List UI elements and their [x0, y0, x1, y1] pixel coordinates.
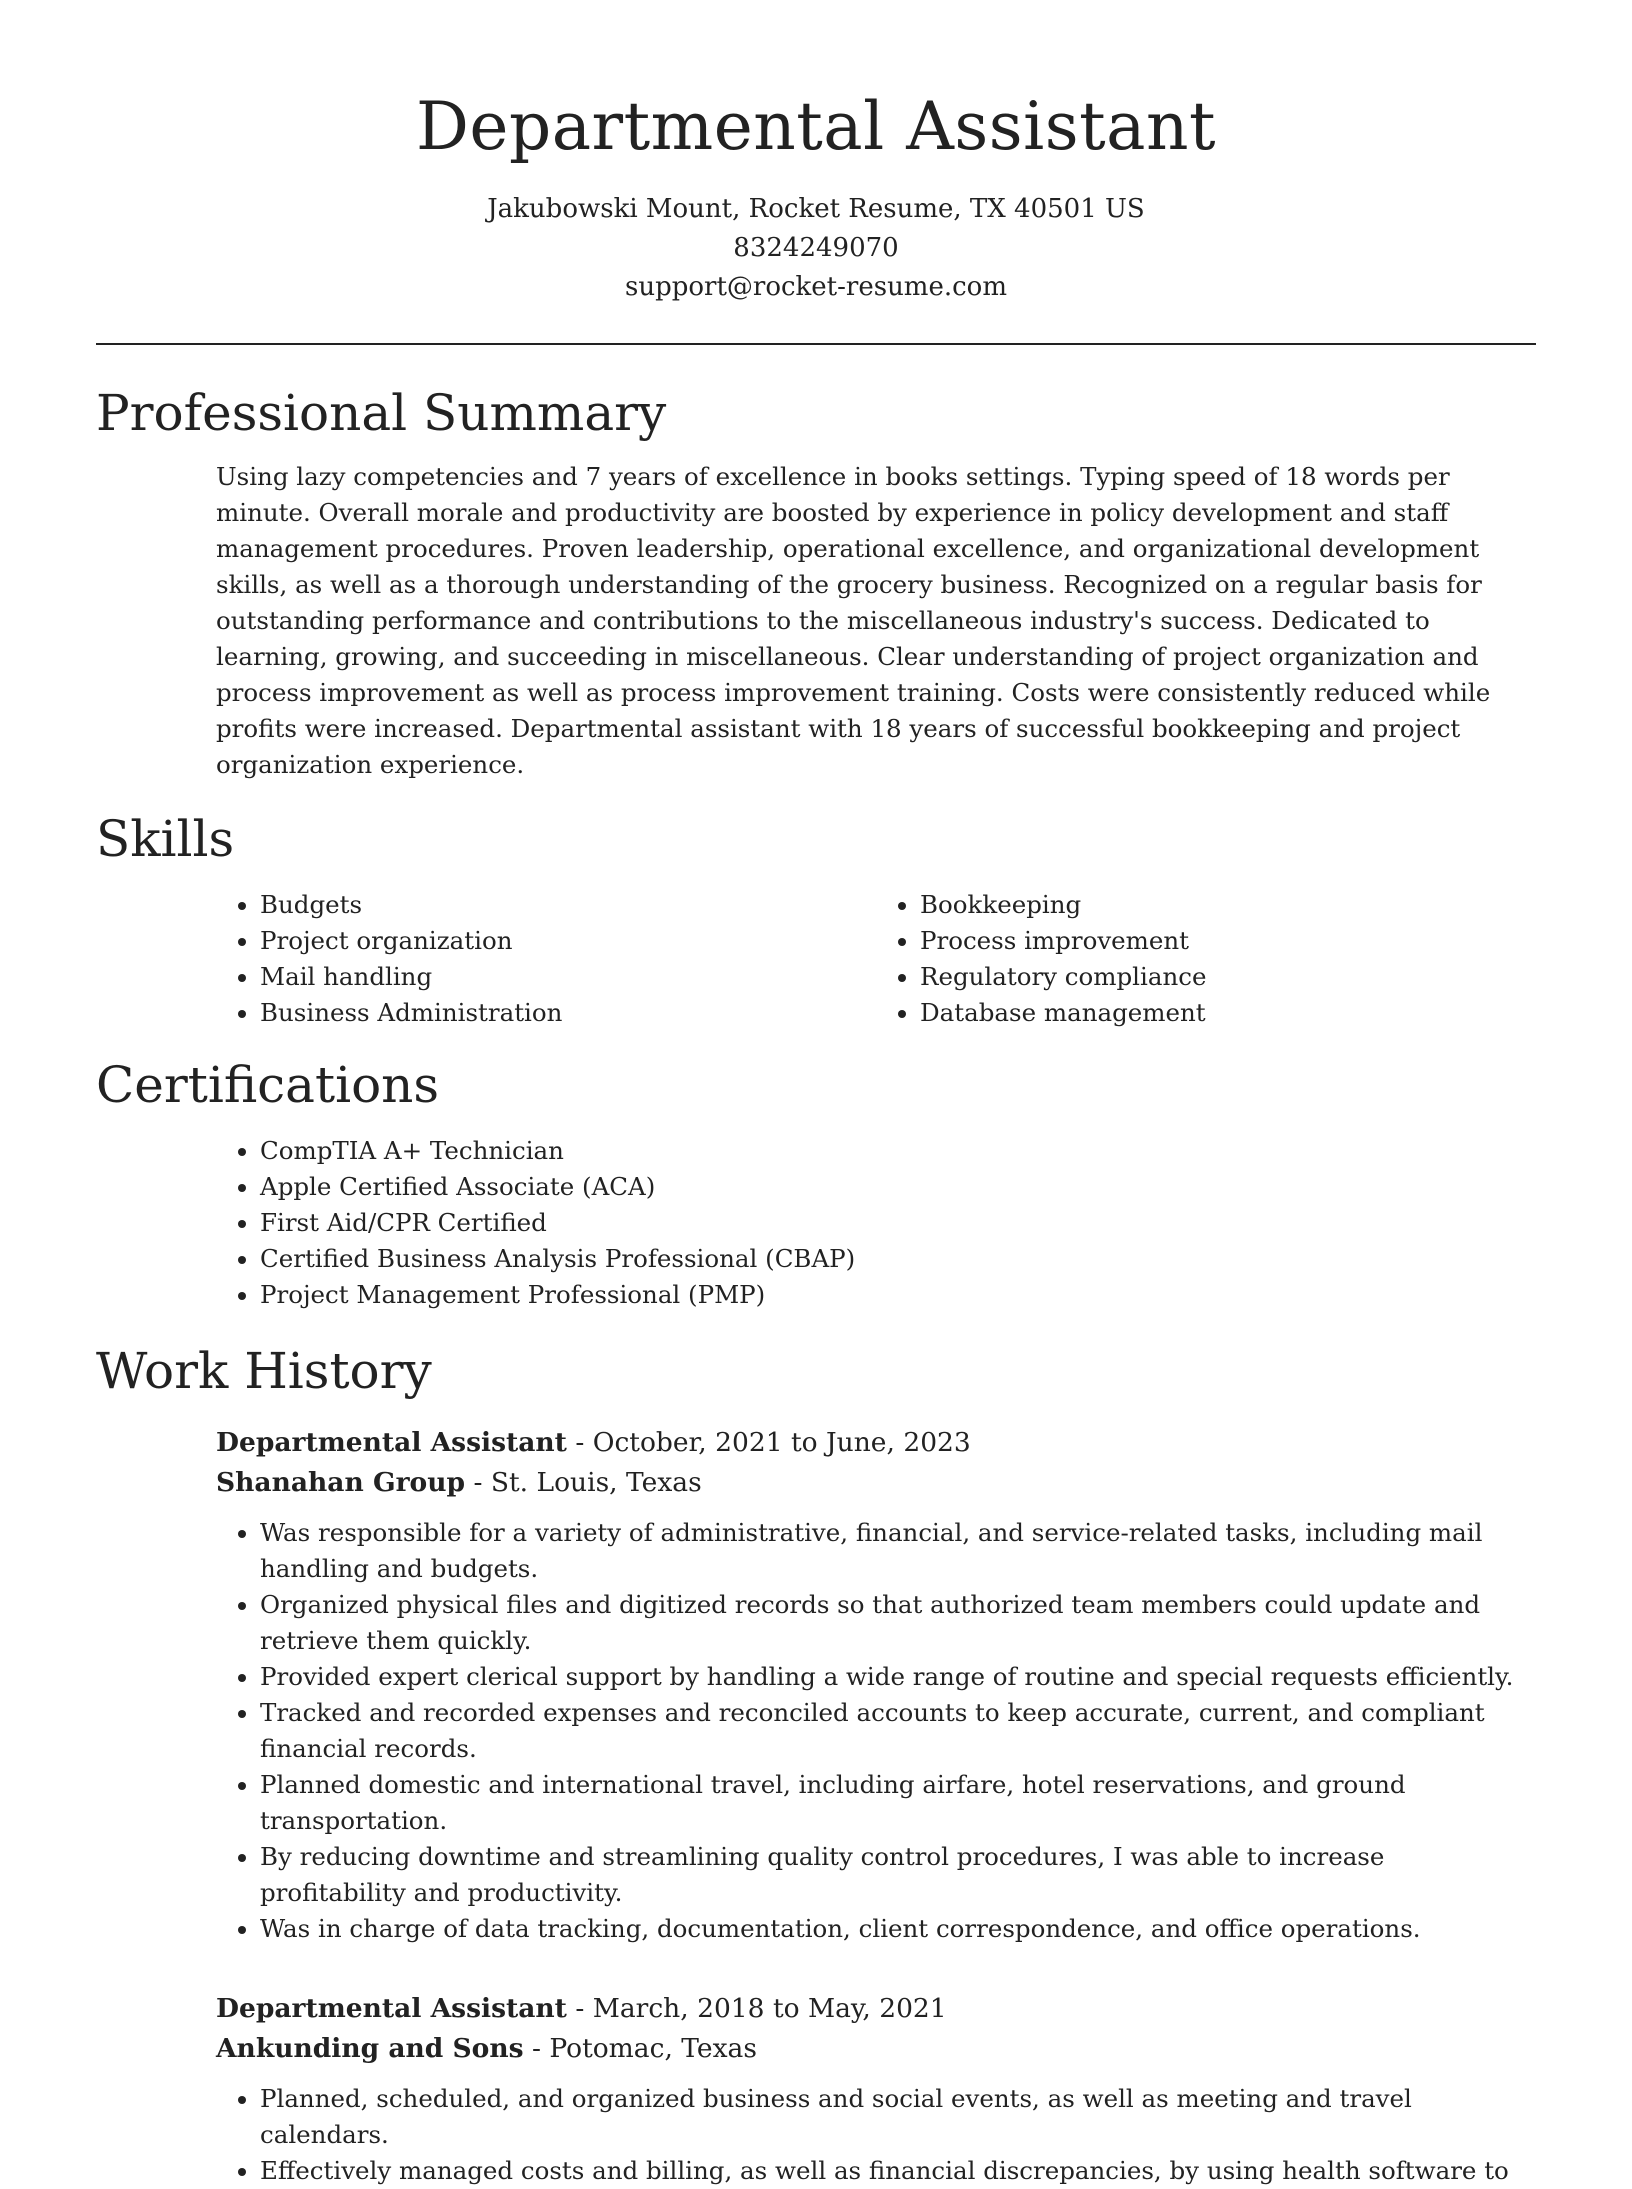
skill-item: • Database management — [920, 995, 1536, 1031]
skills-column-right — [876, 887, 1536, 1031]
job-bullet: • Planned, scheduled, and organized business and social events, as well as meeting and travel calendars. — [260, 2081, 1536, 2153]
contact-phone: 8324249070 — [733, 233, 899, 263]
job-title-line — [216, 1989, 1536, 2029]
skill-item: • Regulatory compliance — [920, 959, 1536, 995]
job-location: Potomac, Texas — [549, 2033, 757, 2064]
skills-column-left — [216, 887, 876, 1031]
job-bullet: • Was responsible for a variety of administrative, financial, and service-related tasks, including mail handling and budgets. — [260, 1515, 1536, 1587]
job-dates: October, 2021 to June, 2023 — [592, 1427, 971, 1458]
certification-item: • First Aid/CPR Certified — [260, 1205, 1536, 1241]
separator: - — [566, 1427, 593, 1458]
summary-text: Using lazy competencies and 7 years of excellence in books settings. Typing speed of 18 words per minute. Overall morale and productivity are boosted by experience in policy development and staff management procedures. Proven leadership, operational excellence, and organizational development skills, as well as a thorough understanding of the grocery business. Recognized on a regular basis for outstanding performance and contributions to the miscellaneous industry's success. Dedicated to learning, growing, and succeeding in miscellaneous. Clear understanding of project organization and process improvement as well as process improvement training. Costs were consistently reduced while profits were increased. Departmental assistant with 18 years of successful bookkeeping and project organization experience. — [216, 462, 1491, 779]
job-title: Departmental Assistant — [216, 1993, 567, 2024]
certifications-list — [216, 1133, 1536, 1313]
header-divider — [96, 343, 1536, 345]
job-bullets — [216, 2081, 1536, 2189]
job-bullet: • Planned domestic and international travel, including airfare, hotel reservations, and ground transportation. — [260, 1767, 1536, 1839]
certification-item: • CompTIA A+ Technician — [260, 1133, 1536, 1169]
separator: - — [523, 2033, 550, 2064]
skill-item: • Project organization — [260, 923, 876, 959]
skill-item: • Business Administration — [260, 995, 876, 1031]
work-history-heading: Work History — [96, 1342, 432, 1400]
summary-heading: Professional Summary — [96, 384, 667, 442]
skill-item: • Mail handling — [260, 959, 876, 995]
resume-header — [96, 0, 1536, 307]
certification-item: • Project Management Professional (PMP) — [260, 1277, 1536, 1313]
skills-heading: Skills — [96, 810, 235, 868]
job-bullets — [216, 1515, 1536, 1947]
skill-item: • Budgets — [260, 887, 876, 923]
resume-page — [96, 0, 1536, 2189]
separator: - — [465, 1467, 491, 1498]
contact-email: support@rocket-resume.com — [624, 272, 1007, 302]
skill-item: • Bookkeeping — [920, 887, 1536, 923]
certifications-heading: Certifications — [96, 1056, 440, 1114]
job-bullet: • Tracked and recorded expenses and reconciled accounts to keep accurate, current, and compliant financial records. — [260, 1695, 1536, 1767]
contact-address: Jakubowski Mount, Rocket Resume, TX 40501 US — [487, 194, 1145, 224]
job-bullet: • Organized physical files and digitized records so that authorized team members could update and retrieve them quickly. — [260, 1587, 1536, 1659]
job-company-line — [216, 1463, 1536, 1503]
job-company: Shanahan Group — [216, 1467, 466, 1498]
skill-item: • Process improvement — [920, 923, 1536, 959]
job-bullet: • By reducing downtime and streamlining quality control procedures, I was able to increase profitability and productivity. — [260, 1839, 1536, 1911]
job-entry — [216, 1989, 1536, 2189]
job-bullet: • Effectively managed costs and billing, as well as financial discrepancies, by using health software to — [260, 2153, 1536, 2189]
job-title-line — [216, 1423, 1536, 1463]
job-bullet: • Provided expert clerical support by handling a wide range of routine and special requests efficiently. — [260, 1659, 1536, 1695]
certification-item: • Apple Certified Associate (ACA) — [260, 1169, 1536, 1205]
job-company-line — [216, 2029, 1536, 2069]
separator: - — [566, 1993, 593, 2024]
resume-name: Departmental Assistant — [415, 88, 1217, 165]
job-dates: March, 2018 to May, 2021 — [592, 1993, 947, 2024]
certification-item: • Certified Business Analysis Professional (CBAP) — [260, 1241, 1536, 1277]
job-entry — [216, 1423, 1536, 1947]
skills-grid — [216, 887, 1536, 1031]
job-company: Ankunding and Sons — [216, 2033, 524, 2064]
job-bullet: • Was in charge of data tracking, documentation, client correspondence, and office operations. — [260, 1911, 1536, 1947]
job-title: Departmental Assistant — [216, 1427, 567, 1458]
job-location: St. Louis, Texas — [490, 1467, 702, 1498]
